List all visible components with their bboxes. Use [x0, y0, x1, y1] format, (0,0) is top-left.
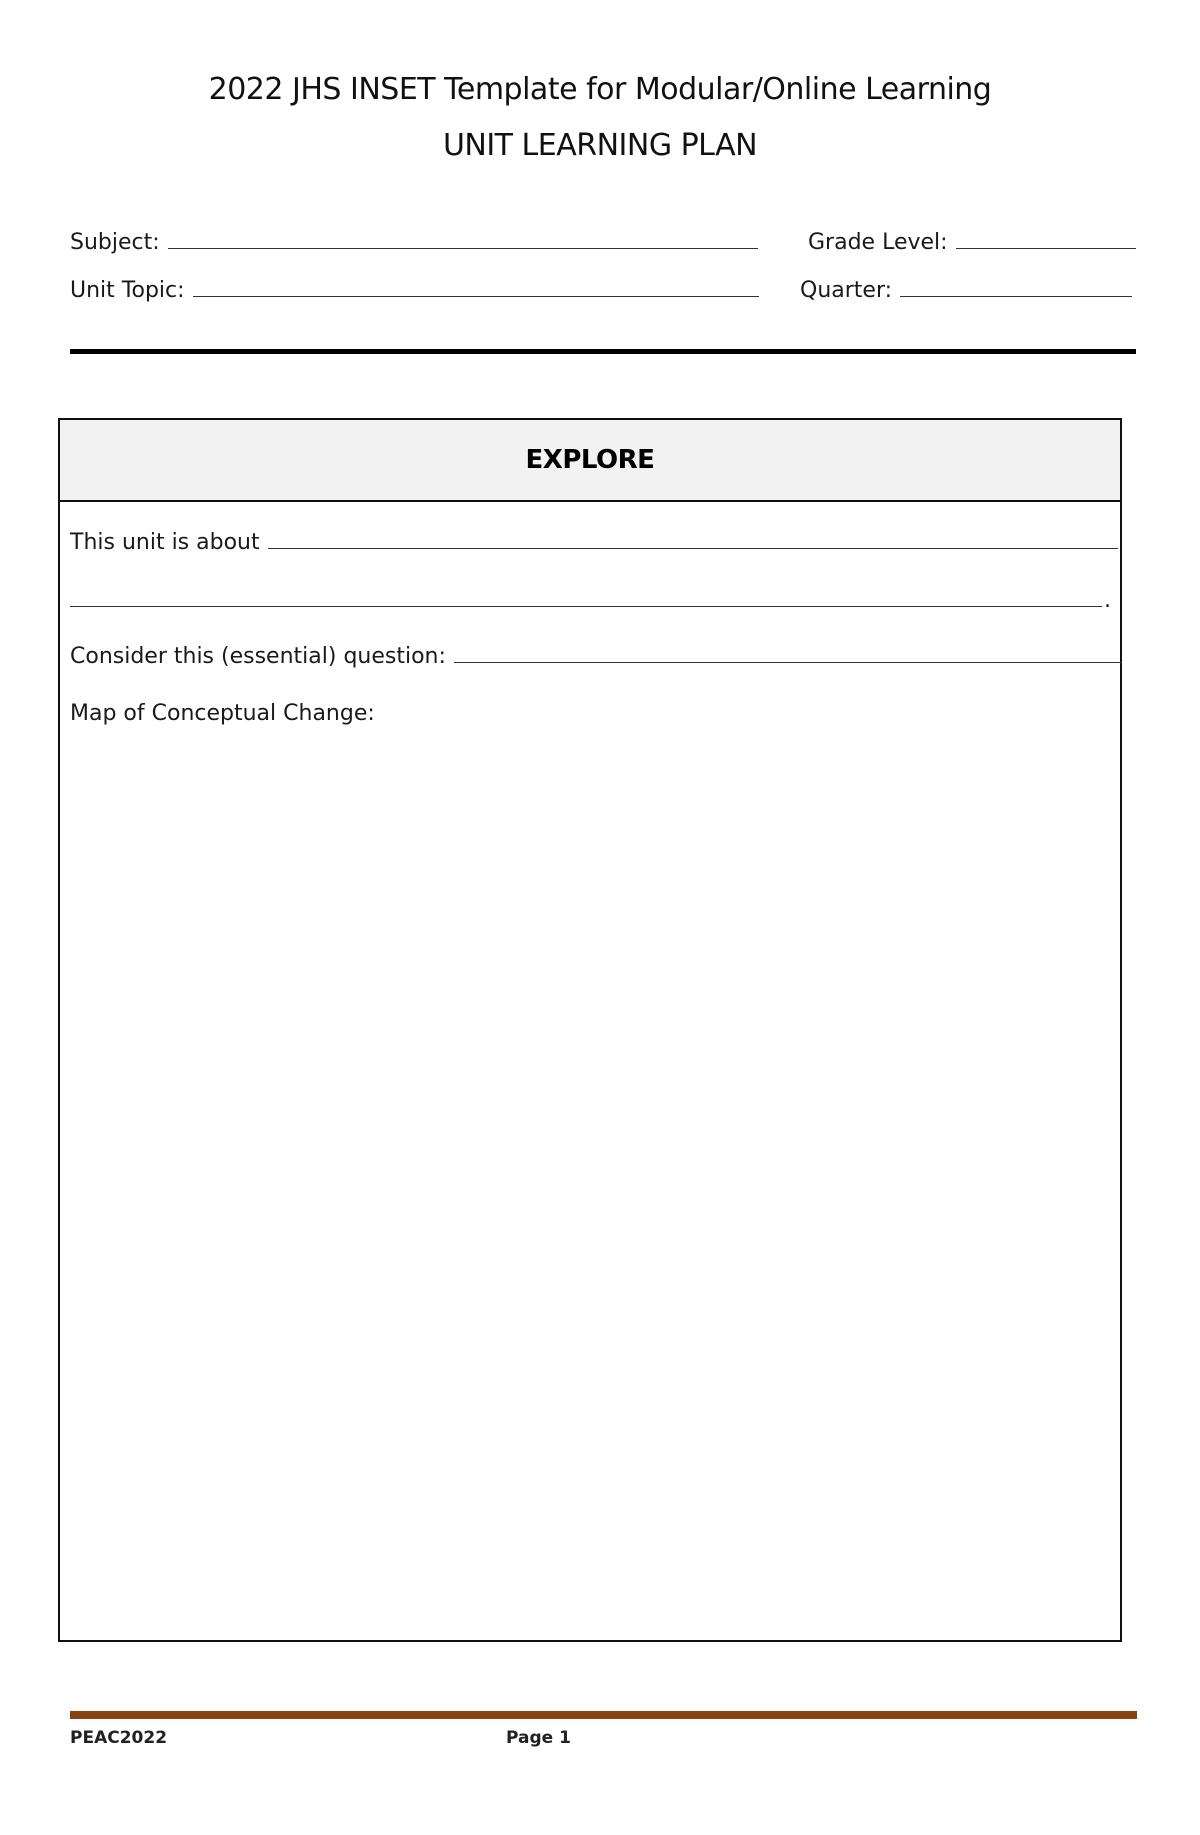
unit-about-continuation-blank[interactable] [70, 604, 1102, 607]
explore-section [58, 418, 1122, 1642]
footer-page-number: Page 1 [506, 1728, 571, 1748]
unit-about-continuation-row [70, 588, 1111, 613]
unit-topic-label: Unit Topic: [70, 278, 185, 303]
footer-org-code: PEAC2022 [70, 1728, 168, 1748]
subject-field [70, 230, 758, 255]
document-title: 2022 JHS INSET Template for Modular/Online Learning [208, 72, 992, 107]
grade-level-label: Grade Level: [808, 230, 948, 255]
quarter-field [800, 278, 1132, 303]
quarter-blank[interactable] [900, 294, 1132, 297]
document-subtitle: UNIT LEARNING PLAN [442, 128, 758, 163]
essential-question-blank[interactable] [454, 660, 1122, 663]
map-of-conceptual-change [70, 701, 375, 726]
essential-question-row [70, 644, 1122, 669]
subject-label: Subject: [70, 230, 160, 255]
map-label: Map of Conceptual Change: [70, 701, 375, 726]
quarter-label: Quarter: [800, 278, 893, 303]
unit-about-end-period: . [1104, 588, 1111, 613]
unit-about-blank[interactable] [268, 546, 1118, 549]
grade-level-blank[interactable] [956, 246, 1136, 249]
unit-about-label: This unit is about [70, 530, 260, 555]
footer-divider [70, 1711, 1137, 1719]
grade-level-field [808, 230, 1136, 255]
header-divider [70, 349, 1136, 354]
essential-question-label: Consider this (essential) question: [70, 644, 446, 669]
subject-blank[interactable] [168, 246, 758, 249]
unit-about-row [70, 530, 1118, 555]
explore-heading: EXPLORE [60, 420, 1120, 502]
unit-topic-field [70, 278, 759, 303]
unit-topic-blank[interactable] [193, 294, 759, 297]
